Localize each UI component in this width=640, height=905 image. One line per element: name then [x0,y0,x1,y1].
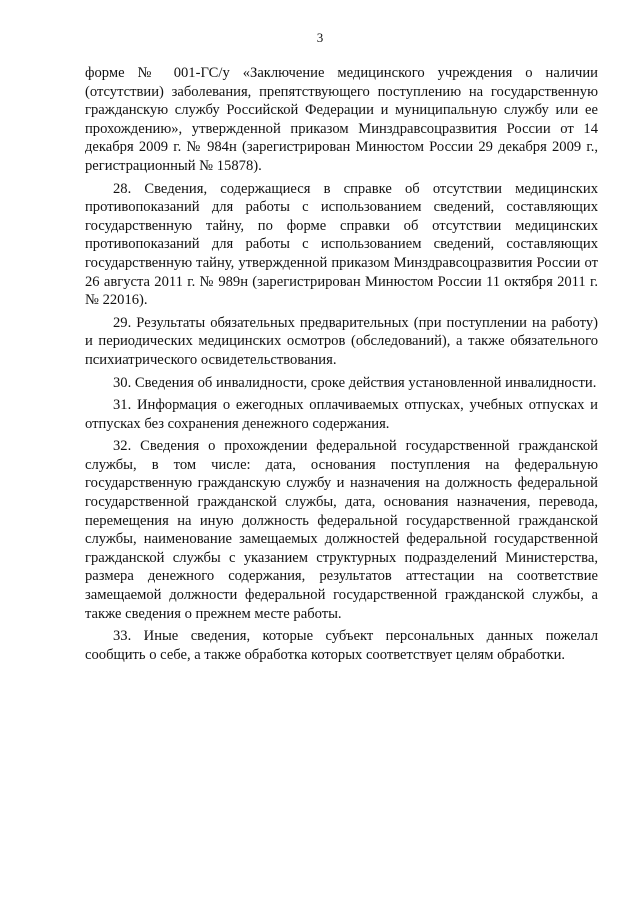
paragraph-item-28: 28. Сведения, содержащиеся в справке об отсутствии медицинских противопоказаний для работы с использованием сведений, составляющих государственную тайну, по форме справки об отсутствии медицинских противопоказаний для работы с использованием сведений, составляющих государственную тайну, утвержденной приказом Минздравсоцразвития России от 26 августа 2011 г. № 989н (зарегистрирован Минюстом России 11 октября 2011 г. № 22016). [85,180,598,309]
paragraph-item-31: 31. Информация о ежегодных оплачиваемых отпусках, учебных отпусках и отпусках без сохранения денежного содержания. [85,397,598,432]
paragraph-item-33: 33. Иные сведения, которые субъект персональных данных пожелал сообщить о себе, а также обработка которых соответствует целям обработки. [85,628,598,663]
paragraph-item-32: 32. Сведения о прохождении федеральной государственной гражданской службы, в том числе: дата, основания поступления на федеральную государственную гражданскую службу и назначения на должность федеральной государственной гражданской службы, дата, основания назначения, перевода, перемещения на иную должность федеральной государственной гражданской службы, наименование замещаемых должностей федеральной государственной гражданской службы с указанием структурных подразделений Министерства, размера денежного содержания, результатов аттестации на соответствие замещаемой должности федеральной государственной гражданской службы, а также сведения о прежнем месте работы. [85,438,598,622]
paragraph-form-001-gs: форме № 001-ГС/у «Заключение медицинского учреждения о наличии (отсутствии) заболевания, препятствующего поступлению на государственную гражданскую службу Российской Федерации и муниципальную службу или ее прохождению», утвержденной приказом Минздравсоцразвития России от 14 декабря 2009 г. № 984н (зарегистрирован Минюстом России 29 декабря 2009 г., регистрационный № 15878). [85,65,598,174]
page-number: 3 [316,30,324,45]
paragraph-item-29: 29. Результаты обязательных предварительных (при поступлении на работу) и периодических медицинских осмотров (обследований), а также обязательного психиатрического освидетельствования. [85,314,598,368]
paragraph-item-30: 30. Сведения об инвалидности, сроке действия установленной инвалидности. [113,374,597,391]
document-body [85,64,598,668]
